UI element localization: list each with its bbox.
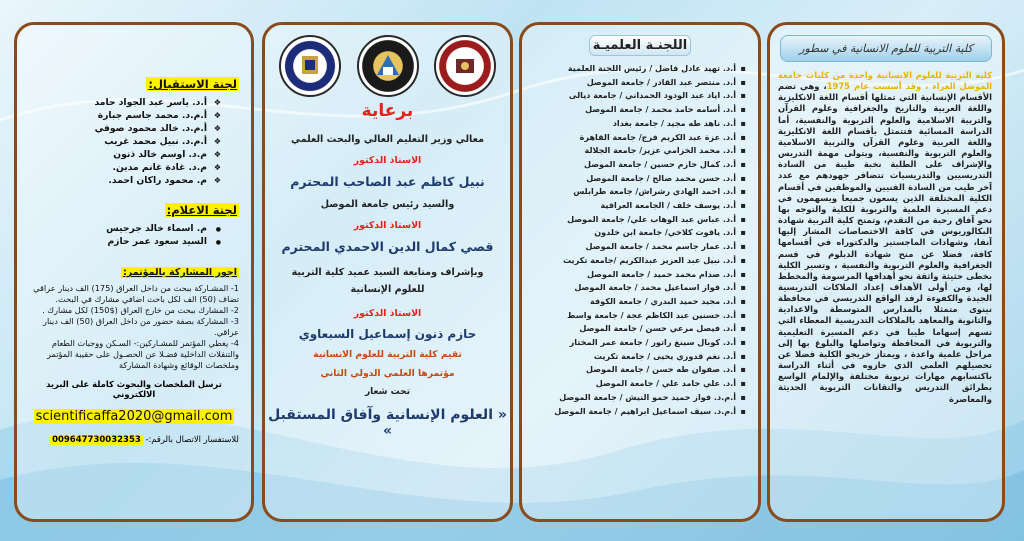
phone-number[interactable]: 009647730032353 [52,435,141,445]
organizer-line: تقيم كلية التربية للعلوم الانسانية [313,349,462,360]
fee-item: 1- المشـاركة ببحث من داخل العراق (175) الف دينار عراقي تضاف (50) الف لكل باحث اضافي مشارك في البحث. [33,283,239,304]
committee-member: ▪ أ.د. محمد الخزامي عزيز/ جامعة الجلالة [528,144,746,158]
college-logo [434,35,496,97]
fees-list [29,283,239,371]
committee-member: ▪ أ.د. عمار جاسم محمد / جامعة الموصل [528,240,746,254]
college-about-body: ، وهي تضم الأقسام الإنسانية التي تمثلها أقسام اللغة الانكليزية واللغة العربية والتاريخ والجغرافية وعلوم القرآن والتربية الاسلامية والعلوم التربوية والنفسية، أما الدراسة المسائية فتتمثل بأقسام اللغة الانكليزية واللغة العربية وعلوم القرآن والتربية الاسلامية والعلوم التربوية والنفسية، ويتولى مهمة التدريس والإشراف على الطلبة نخبة طيبة من السادة التدريسيين والتدريسيات تتضافر جهودهم مع عدد آخر طيب من السادة الفنيين والموظفين في أقسام الكلية المختلفة الذين يسعون جميعا ويسهمون في دعم المسيرة العلمية والتربوية للكلية والتوجه بها نحو آفاق رحبة من التقدم، وتمنح كلية التربية شهادة البكالوريوس في كافة الاختصاصات المشار إليها آنفا، وشهادات الماجستير والدكتوراه في أقسامها كافة، فضلا عن منح شهادة الدبلوم في قسم الجغرافية والعلوم التربوية والنفسية ، وتسير الكلية بخطى حثيثة واثقة نحو أهدافها المرسومة والمخطط لها، ومن أولى الأهداف إعداد الملاكات التدريسية الجيدة والكفوءة لرفد الواقع التدريسي في محافظة نينوى متمثلا بالمدارس المتوسطة والاعدادية والثانوية والمعاهد بالملاكات التدريسية المعطاء التي تسهم إسهاما طيبا في دعم المسيرة التعليمية والتربوية في المحافظة وتواصلها والبلوغ بها إلى مراحل علمية واعدة ، ويمتاز خريجو الكلية فضلا عن تحصيلهم العلمي الذي حازوه في أثناء الدراسة باكتسابهم مهارات تربوية مختلفة والإلمام الواسع بطرائق التدريس والتقانات التربوية الحديثة والمعاصرة [778,81,992,404]
reception-member: ❖ أ.م.د. محمد جاسم جبارة [29,109,221,122]
title-line-1: الاستاذ الدكتور [353,155,422,166]
fee-item: 4- يغطي المؤتمر للمشـاركين:- السـكن ووجبات الطعام والتنقلات الداخلية فضـلا عن الحصـول على حقيبة المؤتمر وملخصات الوقائع وشهادة المشاركة [47,338,239,370]
reception-list [29,96,221,187]
college-about-title: كلية التربية للعلوم الانسانية في سطور [780,35,992,62]
contact-line [29,434,239,445]
committees-panel [14,22,254,522]
committee-member: ▪ أ.د. صدام محمد حميد / جامعة الموصل [528,268,746,282]
college-about-text [778,70,992,405]
minister-line: معالي وزير التعليم العالي والبحث العلمي [290,134,485,145]
email-link[interactable]: scientificaffa2020@gmail.com [35,409,233,424]
reception-member: ❖ أ.م.د. خالد محمود صوفي [29,122,221,135]
reception-member: ❖ أ.د. ياسر عبد الجواد حامد [29,96,221,109]
president-name: قصي كمال الدين الاحمدي المحترم [281,239,494,254]
committee-member: ▪ أ.د. كوبال سينغ راتور / جامعة عمر المختار [528,336,746,350]
committee-member: ▪ أ.د. تهيد عادل فاضل / رئيس اللجنة العلمية [528,62,746,76]
fees-heading: اجور المشاركة بالمؤتمر: [123,267,237,278]
committee-member: ▪ أ.د. فواز اسماعيل محمد / جامعة الموصل [528,281,746,295]
logos-row [279,35,496,97]
title-line-2: الاستاذ الدكتور [353,220,422,231]
university-logo [357,35,419,97]
committee-member: ▪ أ.د. مجيد حميد البدري / جامعة الكوفة [528,295,746,309]
conference-slogan: « العلوم الإنسانية وآفاق المستقبل » [268,407,507,439]
committee-member: ▪ أ.د. أسامه حامد محمد / جامعة الموصل [528,103,746,117]
committee-member: ▪ أ.د. كمال حازم حسين / جامعة الموصل [528,158,746,172]
reception-heading: لجنة الاستقبال: [148,77,237,91]
minister-name: نبيل كاظم عبد الصاحب المحترم [290,174,485,189]
fee-item: 3- المشاركة بصفة حضور من داخل العراق (50) الف دينار عراقي. [43,316,239,337]
media-list [29,222,221,248]
committee-member: ▪ أ.د. فيصل مرعي حسن / جامعة الموصل [528,322,746,336]
college-about-panel [767,22,1005,522]
committee-member: ▪ أ.د. يوسف خلف / الجامعة العراقية [528,199,746,213]
scientific-committee-title: اللجنـة العلميـة [589,35,691,56]
send-note: ترسل الملخصات والبحوث كاملة على البريد الالكتروني [46,379,222,399]
conference-line: مؤتمرها العلمي الدولي الثاني [320,368,455,379]
scientific-committee-panel [519,22,761,522]
dean-name: حازم ذنون إسماعيل السبعاوي [298,327,477,341]
college-intro-highlight: كلية التربية للعلوم الانسانية واحدة من كليات جامعة الموصل الغراء ، وقد أسست عام 1975 [778,70,992,92]
committee-member: ▪ أ.د. اياد عبد الودود الحمداني / جامعة ديالى [528,89,746,103]
committee-member: ▪ أ.د. عزة عبد الكريم فرج/ جامعة القاهرة [528,131,746,145]
committee-member: ▪ أ.د. احمد الهادي رشراش/ جامعة طرابلس [528,185,746,199]
title-line-3: الاستاذ الدكتور [353,308,422,319]
committee-member: ▪ أ.د. صفوان طه حسن / جامعة الموصل [528,363,746,377]
reception-member: ❖ م.د. غادة غانم مدين. [29,161,221,174]
committee-member: ▪ أ.د. ياقوت كلاخي/ جامعة ابن خلدون [528,226,746,240]
reception-member: ❖ أ.م.د. نبيل محمد غريب [29,135,221,148]
contact-label: للاستفسار الاتصال بالرقم:- [145,434,239,444]
patronage-heading: برعاية [361,101,414,121]
committee-member: ▪ أ.د. نغم قدوري يحيى / جامعة تكريت [528,350,746,364]
committee-member: ▪ أ.م.د. سيف اسماعيل ابراهيم / جامعة الموصل [528,405,746,419]
university-president-line: والسيد رئيس جامعة الموصل [320,199,455,210]
reception-member: ❖ م.د. اوسم خالد ذنون [29,148,221,161]
committee-members-list [522,62,758,418]
committee-member: ▪ أ.د. علي حامد علي / جامعة الموصل [528,377,746,391]
committee-member: ▪ أ.د. عباس عبد الوهاب علي/ جامعة الموصل [528,213,746,227]
committee-member: ▪ أ.د. حسنين عبد الكاظم عجة / جامعة واسط [528,309,746,323]
media-heading: لجنة الاعلام: [166,203,237,217]
committee-member: ▪ أ.م.د. فواز حميد حمو النيش / جامعة الموصل [528,391,746,405]
slogan-intro: تحت شعار [364,387,411,397]
media-member: ● م. اسماء خالد جرجيس [29,222,221,235]
media-member: ● السيد سعود عمر حازم [29,235,221,248]
committee-member: ▪ أ.د. ناهد طه مجيد / جامعة بغداد [528,117,746,131]
committee-member: ▪ أ.د. منتصر عبد القادر / جامعة الموصل [528,76,746,90]
committee-member: ▪ أ.د. نبيل عبد العزيز عبدالكريم /جامعة تكريت [528,254,746,268]
supervision-line: وبإشراف ومتابعة السيد عميد كلية التربية للعلوم الإنسانية [291,267,484,295]
patronage-panel [262,22,513,522]
fee-item: 2- المشارك ببحث من خارج العراق ($150) لكل مشارك . [42,305,239,315]
ministry-logo [279,35,341,97]
reception-member: ❖ م. محمود راكان احمد. [29,174,221,187]
committee-member: ▪ أ.د. حسن محمد صالح / جامعة الموصل [528,172,746,186]
